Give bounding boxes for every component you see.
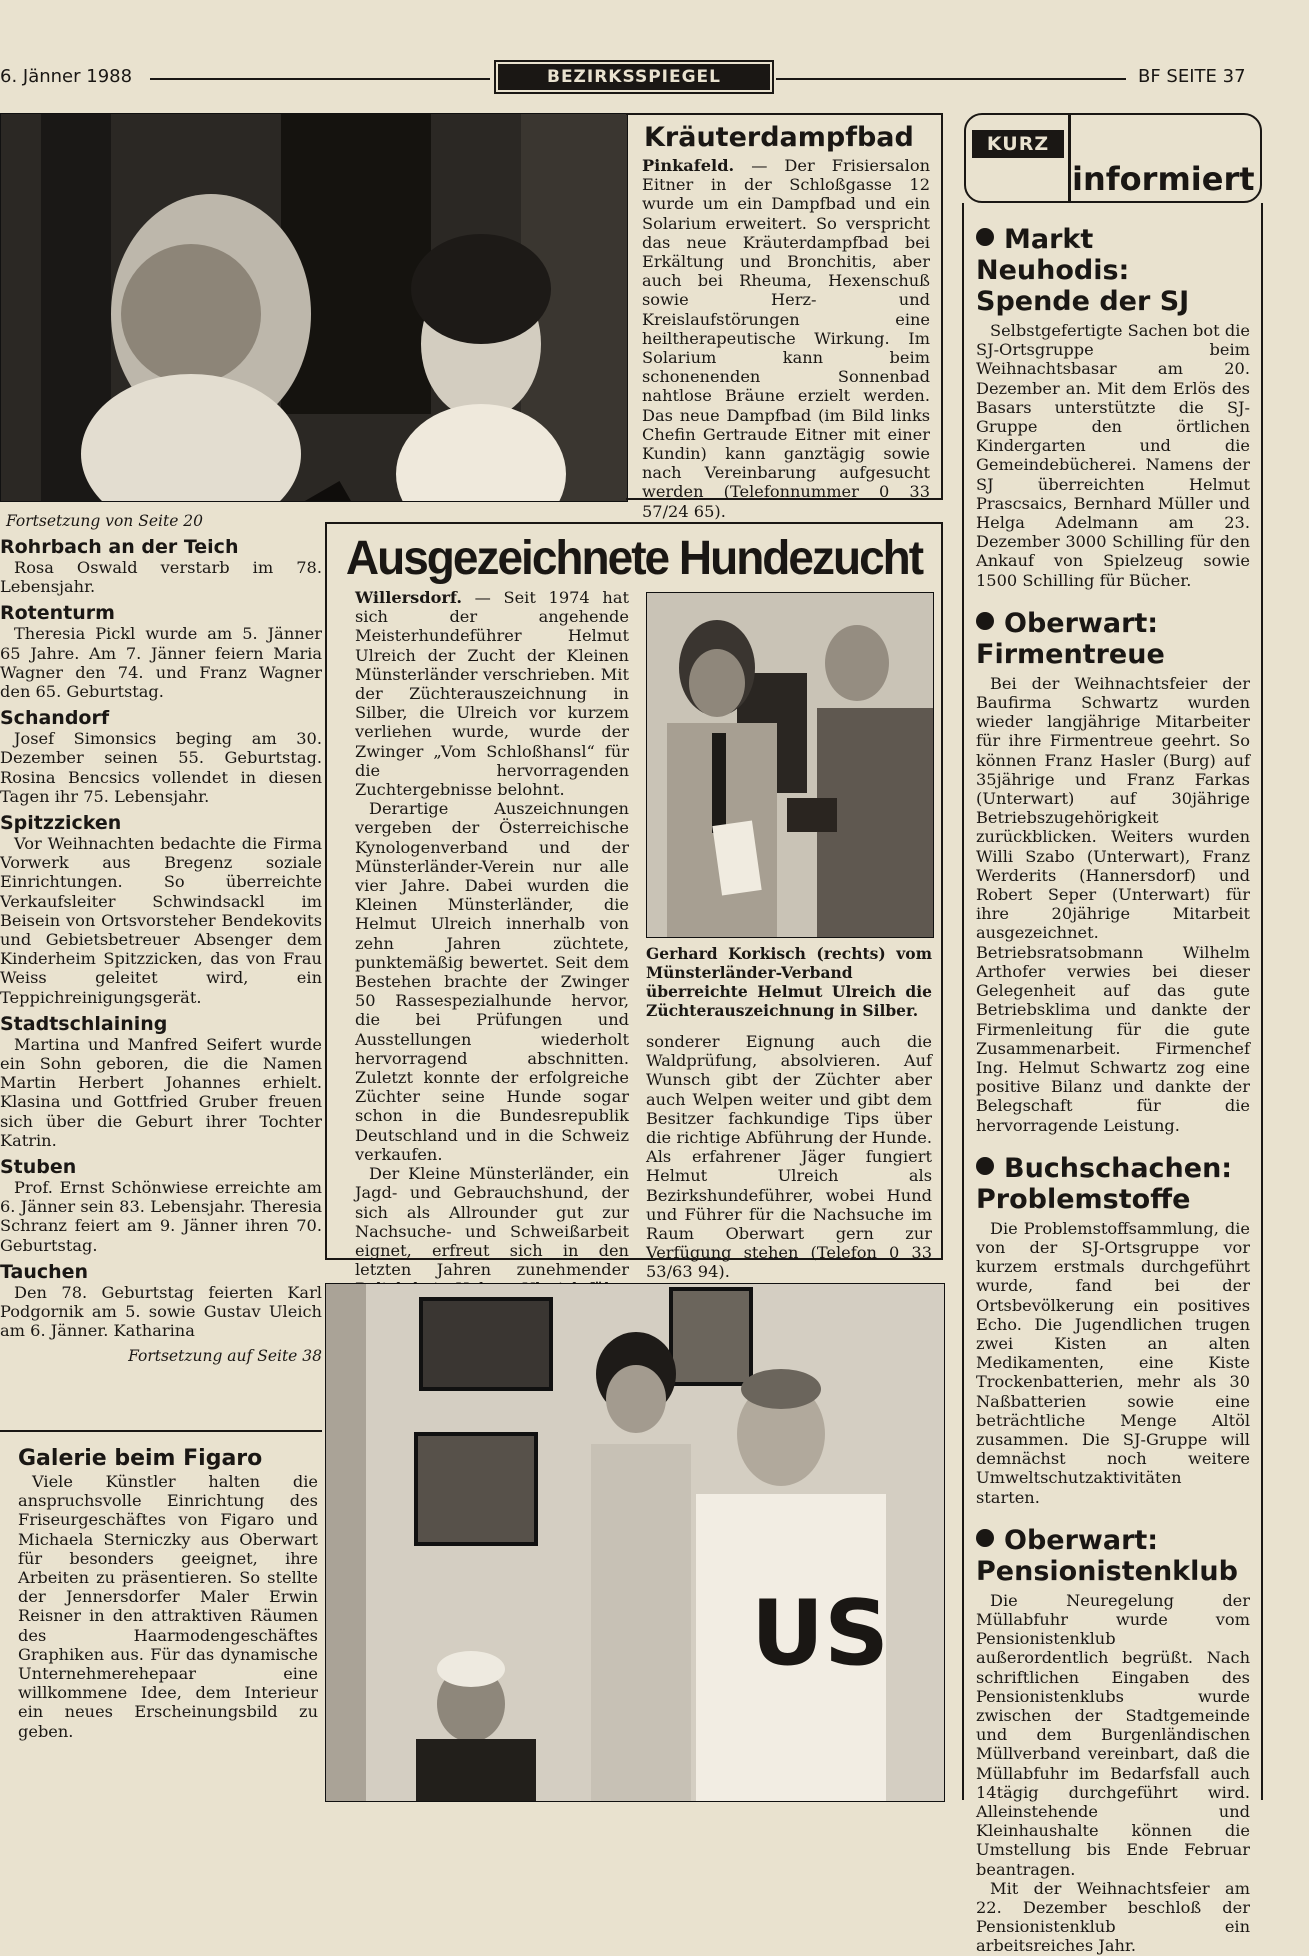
hunde-photo <box>646 592 934 938</box>
section-banner-label: BEZIRKSSPIEGEL <box>546 67 721 87</box>
hunde-p2: Derartige Auszeichnungen vergeben der Österreichische Kynologenverband und der Münsterländer-Verein nur alle vier Jahre. Dabei wurden die Kleinen Münsterländer, die Helmut Ulreich innerhalb von zehn Jahren züchtete, punktemäßig bewertet. Seit dem Bestehen brachte der Zwinger 50 Rassespezialhunde hervor, die bei Prüfungen und Ausstellungen wiederholt hervorragend abschnitten. Zuletzt konnte der erfolgreiche Züchter seine Hunde sogar schon in die Bundesrepublik Deutschland und in die Schweiz verkaufen. <box>355 799 629 1164</box>
header-date: 6. Jänner 1988 <box>0 66 133 87</box>
kurz-tag-divider <box>1068 113 1071 203</box>
kurz-item-neuhodis <box>976 224 1250 590</box>
kurz-tag-label: KURZ <box>986 133 1050 155</box>
kurz-item-problemstoffe <box>976 1153 1250 1507</box>
kurz-item-text: Selbstgefertigte Sachen bot die SJ-Ortsgruppe beim Weihnachtsbasar am 20. Dezember an. Mit dem Erlös des Basars unterstützte die SJ-Gruppe den örtlichen Kindergarten und die Gemeindebücherei. Namens der SJ überreichten Helmut Prascsaics, Bernhard Müller und Helga Adelmann am 23. Dezember 3000 Schilling für den Ankauf von Spielzeug sowie 1500 Schilling für Bücher. <box>976 321 1250 590</box>
left-section-stadtschlaining <box>0 1013 322 1150</box>
left-section-stuben <box>0 1156 322 1255</box>
kurz-item-text: Bei der Weihnachtsfeier der Baufirma Schwartz wurden wieder langjährige Mitarbeiter für ihre Firmentreue geehrt. So können Franz Hasler (Burg) auf 35jährige und Franz Farkas (Unterwart) auf 30jährige Betriebszugehörigkeit zurückblicken. Weiters wurden Willi Szabo (Unterwart), Franz Werderits (Hannersdorf) und Robert Seper (Unterwart) für ihre 20jährige Mitarbeit ausgezeichnet. Betriebsratsobmann Wilhelm Arthofer verwies bei dieser Gelegenheit auf das gute Betriebsklima und dankte der Firmenleitung für die gute Zusammenarbeit. Firmenchef Ing. Helmut Schwartz zog eine positive Bilanz und dankte der Belegschaft für die hervorragende Leistung. <box>976 673 1250 1135</box>
kurz-col-right-rule <box>1261 203 1263 1800</box>
hunde-photo-illustration <box>647 593 933 937</box>
kurz-item-title <box>976 1153 1250 1215</box>
kurz-item-firmentreue <box>976 608 1250 1135</box>
hunde-col1 <box>355 588 629 1356</box>
kraeuter-article <box>642 122 930 521</box>
hunde-p3: Der Kleine Münsterländer, ein Jagd- und Gebrauchshund, der sich als Allrounder gut zur Nachsuche- und Schweißarbeit eignet, erfreut sich in den letzten Jahren zunehmender <box>355 1164 629 1280</box>
bullet-icon <box>976 228 994 246</box>
galerie-text: Viele Künstler halten die anspruchsvolle Einrichtung des Friseurgeschäftes von Figaro und Michaela Sterniczky aus Oberwart für besonders geeignet, ihre Arbeiten zu präsentieren. So stellte der Jennersdorfer Maler Erwin Reisner in den attraktiven Räumen des Haarmodengeschäftes Graphiken aus. Für das dynamische Unternehmerehepaar eine willkommene Idee, dem Interieur ein neues Erscheinungsbild zu geben. <box>18 1472 318 1741</box>
header-page: BF SEITE 37 <box>1138 66 1246 87</box>
cont-to: Fortsetzung auf Seite 38 <box>128 1346 322 1365</box>
hunde-place: Willersdorf. <box>355 588 462 607</box>
kraeuter-frame-right <box>941 113 943 500</box>
section-title: Tauchen <box>0 1260 89 1283</box>
gallery-photo <box>325 1283 945 1802</box>
kraeuter-frame-top <box>626 113 943 115</box>
section-title: Rotenturm <box>0 602 115 625</box>
galerie-article <box>18 1446 318 1741</box>
kurz-col-left-rule <box>962 203 964 1800</box>
kurz-item-title-text: Markt Neuhodis: Spende der SJ <box>976 224 1190 317</box>
section-text: Vor Weihnachten bedachte die Firma Vorwerk aus Bregenz soziale Einrichtungen. So überreichte Verkaufsleiter Schwindsackl im Beisein von Ortsvorsteher Bendekovits und Gebietsbetreuer Absenger dem Kinderheim Spitzzicken, das von Frau Weiss geleitet wird, ein Teppichreinigungsgerät. <box>0 834 322 1007</box>
kurz-item-text2: Mit der Weihnachtsfeier am 22. Dezember beschloß der Pensionistenklub ein arbeitsreiches Jahr. <box>976 1878 1250 1956</box>
section-title: Spitzzicken <box>0 812 122 835</box>
gallery-photo-illustration <box>326 1284 944 1801</box>
left-section-rohrbach <box>0 536 322 596</box>
left-section-schandorf <box>0 707 322 806</box>
header-rule-right <box>776 78 1126 80</box>
bullet-icon <box>976 612 994 630</box>
kurz-column <box>976 224 1250 1956</box>
kurz-item-title <box>976 224 1250 317</box>
section-text: Josef Simonsics beging am 30. Dezember seinen 55. Geburtstag. Rosina Bencsics vollendet in diesen Tagen ihr 75. Lebensjahr. <box>0 729 322 806</box>
section-text: Martina und Manfred Seifert wurde ein Sohn geboren, die die Namen Martin Herbert Johannes erhielt. Klasina und Gottfried Gruber freuen sich über die Geburt ihrer Tochter Katrin. <box>0 1034 322 1150</box>
hunde-p1: — Seit 1974 hat sich der angehende Meisterhundeführer Helmut Ulreich der Zucht der Kleinen Münsterländer verschrieben. Mit der Züchterauszeichnung in Silber, die Ulreich vor kurzem verliehen wurde, wurde der Zwinger „Vom Schloßhansl“ für die hervorragenden Zuchtergebnisse belohnt. <box>355 588 629 800</box>
section-title: Stuben <box>0 1156 77 1179</box>
left-section-spitzzicken <box>0 812 322 1007</box>
galerie-rule <box>0 1430 322 1432</box>
salon-photo-illustration <box>1 114 627 501</box>
kurz-tag <box>972 130 1064 158</box>
kurz-item-title-text: Buchschachen: Problemstoffe <box>976 1152 1233 1215</box>
kurz-item-title <box>976 1525 1250 1587</box>
kurz-item-title <box>976 608 1250 670</box>
left-section-tauchen <box>0 1261 322 1341</box>
kurz-item-title-text: Oberwart: Pensionistenklub <box>976 1524 1238 1587</box>
hunde-col2: sonderer Eignung auch die Waldprüfung, absolvieren. Auf Wunsch gibt der Züchter aber auch Welpen weiter und gibt dem Besitzer fachkundige Tips über die richtige Abführung der Hunde. Als erfahrener Jäger fungiert Helmut Ulreich als Bezirkshundeführer, wobei Hund und Führer für die Nachsuche im Raum Oberwart gern zur Verfügung stehen (Telefon 0 33 53/63 94). <box>646 1032 932 1282</box>
kraeuter-title: Kräuterdampfbad <box>644 122 914 153</box>
section-text: Prof. Ernst Schönwiese erreichte am 6. Jänner sein 83. Lebensjahr. Theresia Schranz feiert am 9. Jänner ihren 70. Geburtstag. <box>0 1178 322 1255</box>
hunde-caption: Gerhard Korkisch (rechts) vom Münsterländer-Verband überreichte Helmut Ulreich die Züchterauszeichnung in Silber. <box>646 944 932 1020</box>
salon-photo <box>0 113 628 502</box>
kurz-title: informiert <box>1072 160 1255 198</box>
section-title: Rohrbach an der Teich <box>0 536 239 558</box>
section-title: Schandorf <box>0 707 110 730</box>
kurz-item-text: Die Neuregelung der Müllabfuhr wurde vom Pensionistenklub außerordentlich begrüßt. Nach schriftlichen Eingaben des Pensionistenklubs wurde zwischen der Stadtgemeinde und dem Burgenländischen Müllverband vereinbart, daß die Müllabfuhr im Bedarfsfall auch 14tägig durchgeführt wird. Alleinstehende und Kleinhaushalte können die Umstellung bis Ende Februar beantragen. <box>976 1590 1250 1879</box>
kurz-item-title-text: Oberwart: Firmentreue <box>976 607 1165 670</box>
kurz-item-pensionistenklub <box>976 1525 1250 1956</box>
section-title: Stadtschlaining <box>0 1012 168 1035</box>
section-text: Theresia Pickl wurde am 5. Jänner 65 Jahre. Am 7. Jänner feiern Maria Wagner den 74. und Franz Wagner den 65. Geburtstag. <box>0 624 322 702</box>
kurz-item-text: Die Problemstoffsammlung, die von der SJ-Ortsgruppe vor kurzem erstmals durchgeführt wurde, fand bei der Ortsbevölkerung ein positives Echo. Die Jugendlichen trugen zwei Kisten an alten Medikamenten, eine Kiste Trockenbatterien, mehr als 30 Naßbatterien sowie eine beträchtliche Menge Altöl zusammen. Die SJ-Gruppe will demnächst noch weitere Umweltschutzaktivitäten starten. <box>976 1218 1250 1507</box>
section-text: Den 78. Geburtstag feierten Karl Podgornik am 5. sowie Gustav Uleich am 6. Jänner. Katharina <box>0 1282 322 1341</box>
left-column <box>0 512 322 1365</box>
header-rule-left <box>150 78 490 80</box>
left-section-rotenturm <box>0 602 322 701</box>
kraeuter-place: Pinkafeld. <box>642 156 735 175</box>
bullet-icon <box>976 1157 994 1175</box>
galerie-title: Galerie beim Figaro <box>18 1446 263 1471</box>
bullet-icon <box>976 1529 994 1547</box>
svg-text:US: US <box>751 1581 889 1686</box>
cont-from: Fortsetzung von Seite 20 <box>6 512 204 530</box>
hunde-title: Ausgezeichnete Hundezucht <box>345 529 923 585</box>
kraeuter-body <box>642 156 930 521</box>
kraeuter-text: — Der Frisiersalon Eitner in der Schloßgasse 12 wurde um ein Dampfbad und ein Solarium erweitert. So verspricht das neue Kräuterdampfbad bei Erkältung und Bronchitis, aber auch bei Rheuma, Hexenschuß sowie Herz- und Kreislaufstörungen eine heiltherapeutische Wirkung. Im Solarium kann beim schonenenden Sonnenbad nahtlose Bräune erzielt werden. Das neue Dampfbad (im Bild links Chefin Gertraude Eitner mit einer Kundin) kann ganztägig sowie nach Vereinbarung aufgesucht werden (Telefonnummer 0 33 57/24 65). <box>642 156 930 521</box>
section-banner <box>494 60 774 94</box>
section-text: Rosa Oswald verstarb im 78. Lebensjahr. <box>0 558 322 597</box>
